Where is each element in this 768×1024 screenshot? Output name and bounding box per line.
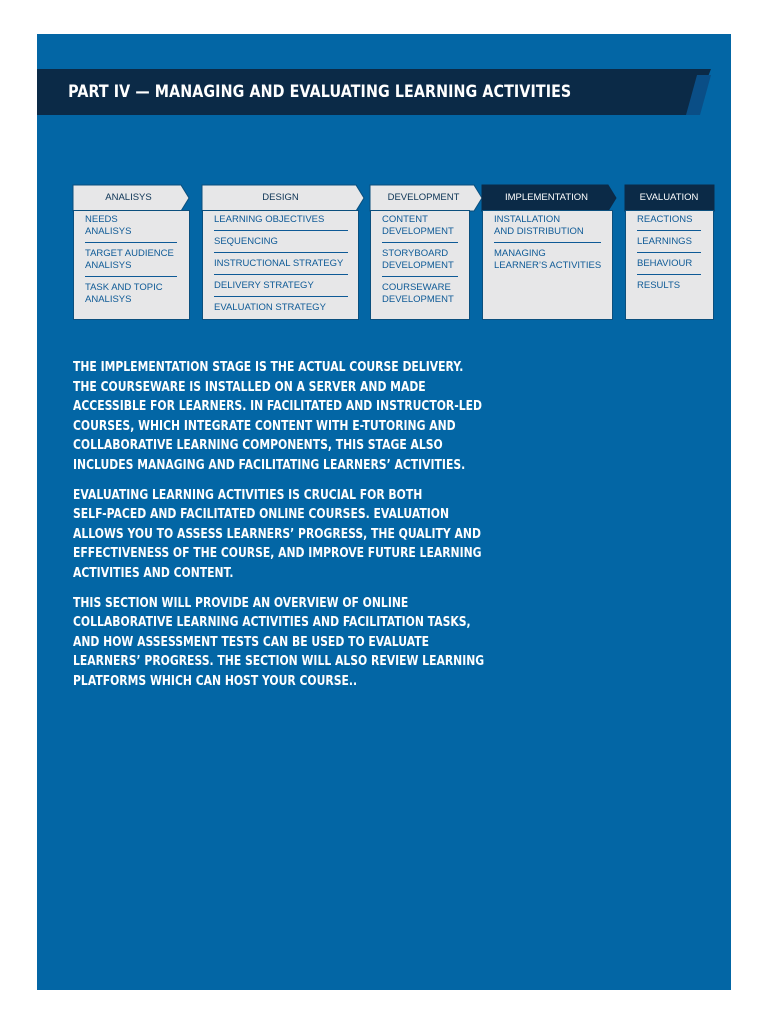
paragraph-line: AND HOW ASSESSMENT TESTS CAN BE USED TO EVALUATE <box>73 634 430 650</box>
stage-item <box>85 214 131 238</box>
stage-header-label: DEVELOPMENT <box>387 192 460 203</box>
stage-item-line: EVALUATION STRATEGY <box>214 302 326 313</box>
stage-item-line: RESULTS <box>637 280 681 291</box>
body-text <box>73 358 485 702</box>
stage-header-label: DESIGN <box>262 192 299 203</box>
stage-header-label: ANALISYS <box>105 192 152 203</box>
stage-item-line: REACTIONS <box>637 214 693 225</box>
paragraph-line: COLLABORATIVE LEARNING ACTIVITIES AND FACILITATION TASKS, <box>73 615 471 631</box>
stage-body <box>73 210 190 320</box>
paragraph-line: PLATFORMS WHICH CAN HOST YOUR COURSE.. <box>73 673 358 689</box>
stage-item-line: DEVELOPMENT <box>382 226 454 237</box>
stage-body <box>482 210 613 320</box>
stage-item-divider <box>214 274 348 275</box>
stage-item-line: CONTENT <box>382 214 428 225</box>
paragraph <box>73 358 482 476</box>
stage-item <box>382 248 454 272</box>
stage-item-divider <box>494 242 601 243</box>
paragraph-line: INCLUDES MANAGING AND FACILITATING LEARNERS’ ACTIVITIES. <box>73 457 466 473</box>
stage-item <box>214 236 278 248</box>
stage-item <box>637 258 692 270</box>
stage-item-line: NEEDS <box>85 214 118 225</box>
stage-item <box>85 282 163 306</box>
paragraph-line: THIS SECTION WILL PROVIDE AN OVERVIEW OF ONLINE <box>73 595 409 611</box>
process-diagram <box>72 184 714 320</box>
stage-item-line: SEQUENCING <box>214 236 278 247</box>
paragraph-line: SELF-PACED AND FACILITATED ONLINE COURSES. EVALUATION <box>73 507 450 523</box>
stage-item <box>214 280 314 292</box>
paragraph-line: ALLOWS YOU TO ASSESS LEARNERS’ PROGRESS, THE QUALITY AND <box>73 526 481 542</box>
stage-item-line: MANAGING <box>494 248 546 259</box>
stage-item <box>494 248 601 272</box>
stage-item-divider <box>214 296 348 297</box>
stage-item-line: DEVELOPMENT <box>382 260 454 271</box>
stage-item-divider <box>85 276 177 277</box>
stage-item-divider <box>382 276 458 277</box>
paragraph <box>73 486 482 584</box>
stage-item-line: COURSEWARE <box>382 282 451 293</box>
stage-item-line: INSTALLATION <box>494 214 561 225</box>
stage-item-line: TASK AND TOPIC <box>85 282 163 293</box>
stage-item-divider <box>637 252 701 253</box>
stage-item <box>637 236 692 248</box>
stage-item <box>382 214 454 238</box>
stage-item-line: INSTRUCTIONAL STRATEGY <box>214 258 344 269</box>
stage-item-divider <box>382 242 458 243</box>
stage-item-divider <box>85 242 177 243</box>
page-title: PART IV — MANAGING AND EVALUATING LEARNING ACTIVITIES <box>68 82 572 102</box>
stage-item <box>214 258 343 270</box>
stage-item <box>214 302 326 314</box>
stage-item-line: STORYBOARD <box>382 248 449 259</box>
stage-item-line: DEVELOPMENT <box>382 294 454 305</box>
paragraph-line: EFFECTIVENESS OF THE COURSE, AND IMPROVE FUTURE LEARNING <box>73 546 482 562</box>
stage-body <box>370 210 470 320</box>
stage-item <box>637 280 680 292</box>
paragraph-line: LEARNERS’ PROGRESS. THE SECTION WILL ALSO REVIEW LEARNING <box>73 654 485 670</box>
paragraph-line: THE COURSEWARE IS INSTALLED ON A SERVER AND MADE <box>73 379 426 395</box>
stage-item <box>494 214 584 238</box>
stage-item <box>637 214 692 226</box>
paragraph-line: EVALUATING LEARNING ACTIVITIES IS CRUCIAL FOR BOTH <box>73 487 423 503</box>
stage-item-divider <box>637 274 701 275</box>
stage-item <box>382 282 454 306</box>
stage-item-line: ANALISYS <box>85 260 132 271</box>
stage-item-line: LEARNINGS <box>637 236 692 247</box>
stage-header-label: IMPLEMENTATION <box>504 192 589 203</box>
stage-item-divider <box>214 230 348 231</box>
paragraph-line: COLLABORATIVE LEARNING COMPONENTS, THIS STAGE ALSO <box>73 438 443 454</box>
paragraph-line: ACCESSIBLE FOR LEARNERS. IN FACILITATED AND INSTRUCTOR-LED <box>73 399 482 415</box>
paragraph-line: COURSES, WHICH INTEGRATE CONTENT WITH E-TUTORING AND <box>73 418 456 434</box>
paragraph <box>73 594 485 692</box>
paragraph-line: THE IMPLEMENTATION STAGE IS THE ACTUAL COURSE DELIVERY. <box>73 360 464 375</box>
stage-item-line: ANALISYS <box>85 226 132 237</box>
stage-item <box>214 214 324 226</box>
stage-item-divider <box>214 252 348 253</box>
stage-body <box>625 210 714 320</box>
stage-item-line: LEARNING OBJECTIVES <box>214 214 325 225</box>
stage-body <box>202 210 359 320</box>
stage-item-line: TARGET AUDIENCE <box>85 248 174 259</box>
stage-header-label: EVALUATION <box>639 192 699 203</box>
stage-item <box>85 248 174 272</box>
stage-item-line: DELIVERY STRATEGY <box>214 280 314 291</box>
stage-item-line: AND DISTRIBUTION <box>494 226 584 237</box>
stage-item-line: ANALISYS <box>85 294 132 305</box>
paragraph-line: ACTIVITIES AND CONTENT. <box>73 565 234 581</box>
stage-item-divider <box>637 230 701 231</box>
stage-item-line: BEHAVIOUR <box>637 258 693 269</box>
stage-item-line: LEARNER’S ACTIVITIES <box>494 260 602 271</box>
